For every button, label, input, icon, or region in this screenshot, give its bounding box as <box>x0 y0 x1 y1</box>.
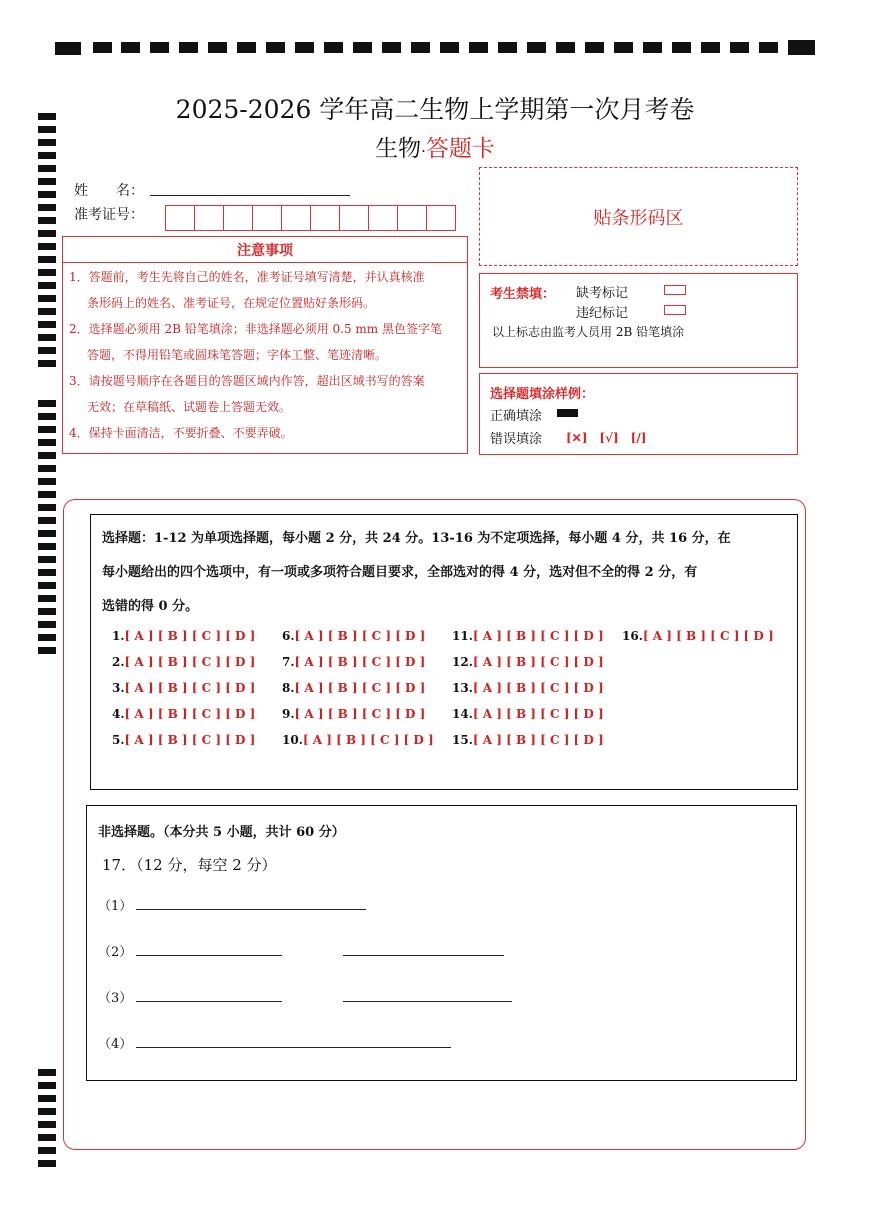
question-row[interactable] <box>282 629 425 643</box>
question-row[interactable] <box>112 707 255 721</box>
question-row[interactable] <box>452 655 604 669</box>
notice-box <box>62 262 468 454</box>
question-options[interactable]: [ A ] [ B ] [ C ] [ D ] <box>124 655 256 669</box>
proctor-title: 考生禁填： <box>490 287 556 302</box>
notice-title: 注意事项 <box>237 243 293 259</box>
question-options[interactable]: [ A ] [ B ] [ C ] [ D ] <box>642 629 774 643</box>
name-field[interactable] <box>150 195 350 196</box>
question-options[interactable]: [ A ] [ B ] [ C ] [ D ] <box>294 681 426 695</box>
question-number: 13. <box>452 681 473 695</box>
filled-sample-mark <box>557 409 578 417</box>
non-mcq-box <box>86 805 797 1081</box>
question-number: 7. <box>282 655 295 669</box>
mcq-instruction: 选错的得 0 分。 <box>102 599 199 614</box>
absent-label: 缺考标记 <box>576 286 629 301</box>
question-number: 4. <box>112 707 125 721</box>
notice-item: 1．答题前，考生先将自己的姓名，准考证号填写清楚，并认真核准 <box>69 270 425 284</box>
question-row[interactable] <box>112 629 255 643</box>
question-options[interactable]: [ A ] [ B ] [ C ] [ D ] <box>472 733 604 747</box>
question-number: 2. <box>112 655 125 669</box>
answer-line[interactable] <box>136 909 366 910</box>
name-label: 姓 名： <box>74 183 144 199</box>
question-number: 16. <box>622 629 643 643</box>
answer-line[interactable] <box>343 955 504 956</box>
question-row[interactable] <box>452 733 604 747</box>
barcode-label: 贴条形码区 <box>593 207 684 229</box>
mcq-box <box>90 514 798 790</box>
exam-title: 2025-2026 学年高二生物上学期第一次月考卷 <box>175 95 695 124</box>
question-number: 12. <box>452 655 473 669</box>
sample-box <box>479 373 798 455</box>
correct-label: 正确填涂 <box>490 409 543 424</box>
question-row[interactable] <box>282 655 425 669</box>
question-number: 8. <box>282 681 295 695</box>
question-options[interactable]: [ A ] [ B ] [ C ] [ D ] <box>124 707 256 721</box>
question-options[interactable]: [ A ] [ B ] [ C ] [ D ] <box>124 733 256 747</box>
notice-item: 无效；在草稿纸、试题卷上答题无效。 <box>87 400 292 414</box>
question-options[interactable]: [ A ] [ B ] [ C ] [ D ] <box>294 629 426 643</box>
barcode-area <box>479 167 798 266</box>
question-options[interactable]: [ A ] [ B ] [ C ] [ D ] <box>472 707 604 721</box>
question-row[interactable] <box>112 655 255 669</box>
notice-item: 4．保持卡面清洁，不要折叠、不要弄破。 <box>69 426 293 440</box>
question-number: 9. <box>282 707 295 721</box>
absent-mark-box[interactable] <box>664 285 686 295</box>
wrong-label: 错误填涂 <box>490 432 543 447</box>
answer-line[interactable] <box>136 1047 451 1048</box>
wrong-sample-marks: [✕] [√] [/] <box>566 431 647 445</box>
question-number: 1. <box>112 629 125 643</box>
question-row[interactable] <box>282 681 425 695</box>
question-row[interactable] <box>112 733 255 747</box>
question-number: 5. <box>112 733 125 747</box>
subject-label: 生物 <box>375 136 422 162</box>
notice-item: 2．选择题必须用 2B 铅笔填涂；非选择题必须用 0.5 mm 黑色签字笔 <box>69 322 443 336</box>
violation-mark-box[interactable] <box>664 305 686 315</box>
part-label: （3） <box>98 991 133 1006</box>
question-options[interactable]: [ A ] [ B ] [ C ] [ D ] <box>472 681 604 695</box>
violation-label: 违纪标记 <box>576 306 629 321</box>
question-options[interactable]: [ A ] [ B ] [ C ] [ D ] <box>302 733 434 747</box>
question-row[interactable] <box>452 707 604 721</box>
answer-line[interactable] <box>136 1001 282 1002</box>
question-number: 6. <box>282 629 295 643</box>
question-row[interactable] <box>622 629 774 643</box>
proctor-box <box>479 273 798 368</box>
notice-item: 条形码上的姓名、准考证号，在规定位置贴好条形码。 <box>87 296 376 310</box>
question-row[interactable] <box>452 629 604 643</box>
card-subtitle <box>0 130 870 163</box>
id-boxes[interactable] <box>166 205 456 231</box>
notice-item: 3．请按题号顺序在各题目的答题区域内作答，超出区域书写的答案 <box>69 374 425 388</box>
question-options[interactable]: [ A ] [ B ] [ C ] [ D ] <box>294 655 426 669</box>
answer-line[interactable] <box>343 1001 512 1002</box>
mcq-instruction: 选择题：1-12 为单项选择题，每小题 2 分，共 24 分。13-16 为不定项选择，每小题 4 分，共 16 分，在 <box>102 531 731 546</box>
question-row[interactable] <box>282 707 425 721</box>
question-row[interactable] <box>112 681 255 695</box>
question-row[interactable] <box>282 733 434 747</box>
part-label: （2） <box>98 945 133 960</box>
question-options[interactable]: [ A ] [ B ] [ C ] [ D ] <box>472 655 604 669</box>
question-options[interactable]: [ A ] [ B ] [ C ] [ D ] <box>472 629 604 643</box>
question-options[interactable]: [ A ] [ B ] [ C ] [ D ] <box>124 629 256 643</box>
id-label: 准考证号： <box>74 207 144 223</box>
question-number: 3. <box>112 681 125 695</box>
question-number: 11. <box>452 629 473 643</box>
q17-header: 17．（12 分，每空 2 分） <box>102 856 277 874</box>
non-mcq-header: 非选择题。（本分共 5 小题，共计 60 分） <box>98 825 345 840</box>
question-options[interactable]: [ A ] [ B ] [ C ] [ D ] <box>294 707 426 721</box>
question-options[interactable]: [ A ] [ B ] [ C ] [ D ] <box>124 681 256 695</box>
notice-item: 答题，不得用铅笔或圆珠笔答题；字体工整、笔迹清晰。 <box>87 348 388 362</box>
answer-line[interactable] <box>136 955 282 956</box>
question-number: 15. <box>452 733 473 747</box>
part-label: （4） <box>98 1037 133 1052</box>
proctor-note: 以上标志由监考人员用 2B 铅笔填涂 <box>492 325 685 339</box>
notice-title-box <box>62 236 468 263</box>
part-label: （1） <box>98 899 133 914</box>
mcq-instruction: 每小题给出的四个选项中，有一项或多项符合题目要求，全部选对的得 4 分，选对但不全的得 2 分，有 <box>102 565 698 580</box>
question-number: 10. <box>282 733 303 747</box>
question-row[interactable] <box>452 681 604 695</box>
sample-title: 选择题填涂样例： <box>490 387 595 402</box>
question-number: 14. <box>452 707 473 721</box>
answer-card-label: 答题卡 <box>425 136 495 162</box>
dot-separator: · <box>421 142 426 160</box>
